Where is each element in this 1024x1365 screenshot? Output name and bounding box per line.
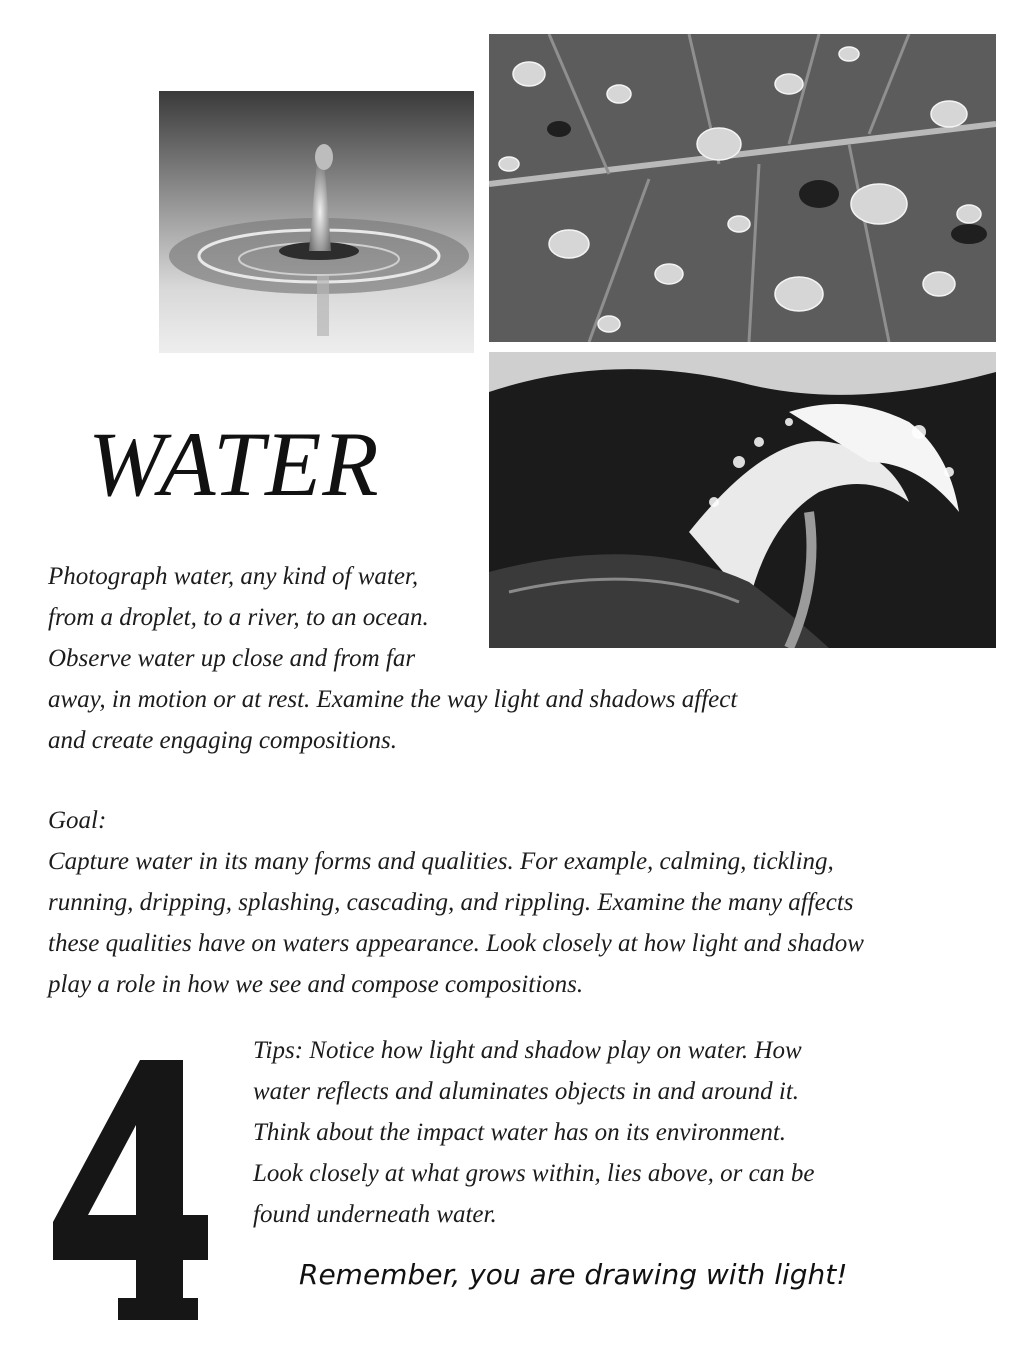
goal-line: play a role in how we see and compose compositions. — [48, 971, 584, 998]
intro-line: from a droplet, to a river, to an ocean. — [48, 604, 429, 631]
assignment-number — [48, 1030, 208, 1330]
goal-line: running, dripping, splashing, cascading, and rippling. Examine the many affects — [48, 889, 854, 916]
tips-line: Think about the impact water has on its environment. — [253, 1119, 787, 1146]
droplet-photo — [159, 91, 474, 353]
intro-line: Observe water up close and from far — [48, 645, 416, 672]
tips-line: found underneath water. — [253, 1201, 497, 1228]
intro-line: away, in motion or at rest. Examine the way light and shadows affect — [48, 686, 738, 713]
tips-line: water reflects and aluminates objects in and around it. — [253, 1078, 800, 1105]
goal-line: Capture water in its many forms and qualities. For example, calming, tickling, — [48, 848, 834, 875]
intro-line: and create engaging compositions. — [48, 727, 398, 754]
tips-paragraph — [253, 1030, 815, 1235]
assignment-number-text: 4 — [48, 1030, 49, 1031]
tips-line: Look closely at what grows within, lies above, or can be — [253, 1160, 815, 1187]
remember-tagline: Remember, you are drawing with light! — [299, 1258, 848, 1291]
leaf-photo — [489, 34, 996, 342]
intro-paragraph — [48, 556, 737, 761]
tips-line: Tips: Notice how light and shadow play on water. How — [253, 1037, 802, 1064]
goal-section — [48, 800, 864, 1005]
intro-line: Photograph water, any kind of water, — [48, 563, 419, 590]
goal-heading: Goal: — [48, 807, 107, 834]
goal-line: these qualities have on waters appearance. Look closely at how light and shadow — [48, 930, 864, 957]
page-title: WATER — [88, 413, 380, 515]
